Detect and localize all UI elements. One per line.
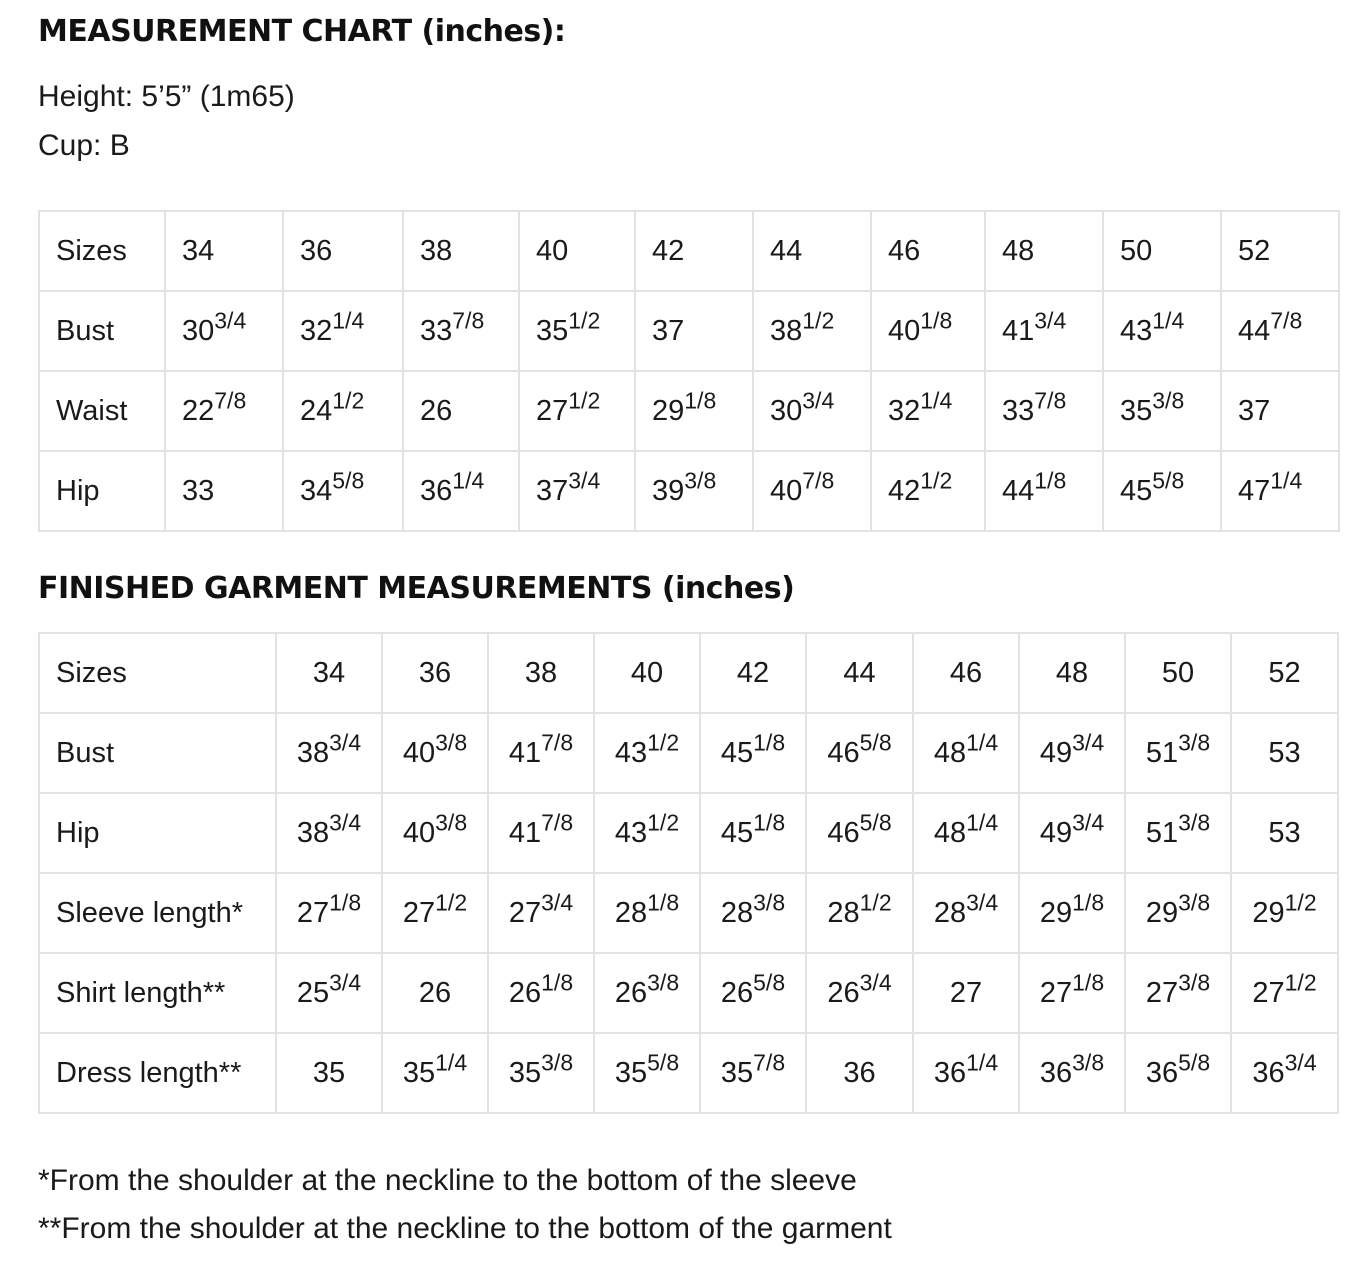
whole-number: 27 (508, 896, 542, 929)
measurement-cell (488, 1033, 594, 1113)
table-row-hip (39, 793, 1338, 873)
footnote-garment: **From the shoulder at the neckline to the bottom of the garment (38, 1212, 892, 1245)
measurement-cell (985, 371, 1103, 451)
whole-number: 51 (1145, 736, 1179, 769)
fraction: 7/8 (541, 809, 574, 835)
measurement-cell (382, 713, 488, 793)
measurement-cell (488, 873, 594, 953)
whole-number: 49 (1039, 816, 1073, 849)
fraction: 3/8 (1152, 387, 1185, 413)
fraction: 1/2 (332, 387, 365, 413)
measurement-cell (985, 451, 1103, 531)
sizes-header: Sizes (39, 633, 276, 713)
measurement-cell (806, 953, 913, 1033)
whole-number: 29 (1145, 896, 1179, 929)
whole-number: 41 (1002, 314, 1035, 347)
measurement-cell (283, 451, 403, 531)
measurement-cell (1221, 371, 1339, 451)
whole-number: 22 (182, 394, 215, 427)
whole-number: 41 (508, 736, 542, 769)
whole-number: 48 (933, 816, 967, 849)
measurement-cell (871, 291, 985, 371)
fraction: 5/8 (332, 467, 365, 493)
fraction: 3/4 (802, 387, 835, 413)
table-row-sleeve-length (39, 873, 1338, 953)
cup-info: Cup: B (38, 129, 130, 162)
measurement-cell (913, 793, 1019, 873)
size-header-cell: 50 (1125, 633, 1231, 713)
fraction: 7/8 (753, 1049, 786, 1075)
measurement-cell (283, 291, 403, 371)
measurement-cell (806, 873, 913, 953)
whole-number: 35 (720, 1056, 754, 1089)
whole-number: 40 (770, 474, 803, 507)
whole-number: 28 (933, 896, 967, 929)
whole-number: 36 (843, 1056, 876, 1089)
measurement-cell (806, 793, 913, 873)
fraction: 7/8 (1034, 387, 1067, 413)
whole-number: 47 (1238, 474, 1271, 507)
whole-number: 42 (888, 474, 921, 507)
whole-number: 32 (300, 314, 333, 347)
fraction: 7/8 (541, 729, 574, 755)
measurement-cell (1125, 793, 1231, 873)
measurement-cell (403, 371, 519, 451)
fraction: 1/4 (1270, 467, 1303, 493)
whole-number: 24 (300, 394, 333, 427)
whole-number: 44 (1238, 314, 1271, 347)
measurement-cell (382, 953, 488, 1033)
fraction: 3/8 (1072, 1049, 1105, 1075)
whole-number: 38 (770, 314, 803, 347)
table-row-hip (39, 451, 1339, 531)
fraction: 3/8 (435, 729, 468, 755)
measurement-cell (635, 371, 753, 451)
table-row-waist (39, 371, 1339, 451)
measurement-cell (276, 953, 382, 1033)
measurement-cell (382, 793, 488, 873)
measurement-cell (1221, 451, 1339, 531)
whole-number: 35 (508, 1056, 542, 1089)
measurement-cell (700, 793, 806, 873)
whole-number: 38 (296, 816, 330, 849)
measurement-cell (753, 291, 871, 371)
fraction: 1/2 (647, 809, 680, 835)
fraction: 3/4 (329, 809, 362, 835)
measurement-cell (700, 873, 806, 953)
measurement-cell (1103, 291, 1221, 371)
size-header-cell: 36 (283, 211, 403, 291)
measurement-cell (635, 451, 753, 531)
whole-number: 35 (402, 1056, 436, 1089)
measurement-cell (382, 873, 488, 953)
fraction: 3/4 (1284, 1049, 1317, 1075)
whole-number: 32 (888, 394, 921, 427)
measurement-cell (1231, 713, 1338, 793)
whole-number: 35 (614, 1056, 648, 1089)
measurement-cell (488, 793, 594, 873)
fraction: 3/4 (966, 889, 999, 915)
whole-number: 30 (770, 394, 803, 427)
measurement-cell (700, 953, 806, 1033)
size-header-cell: 42 (700, 633, 806, 713)
whole-number: 39 (652, 474, 685, 507)
measurement-cell (700, 1033, 806, 1113)
fraction: 3/8 (541, 1049, 574, 1075)
whole-number: 36 (1145, 1056, 1179, 1089)
whole-number: 26 (420, 394, 453, 427)
measurement-cell (1103, 371, 1221, 451)
fraction: 1/8 (1034, 467, 1067, 493)
fraction: 1/2 (920, 467, 953, 493)
measurement-cell (594, 1033, 700, 1113)
measurement-cell (594, 713, 700, 793)
table-row-bust (39, 291, 1339, 371)
measurement-cell (276, 713, 382, 793)
measurement-cell (1221, 291, 1339, 371)
fraction: 5/8 (1152, 467, 1185, 493)
fraction: 1/4 (435, 1049, 468, 1075)
fraction: 1/2 (568, 307, 601, 333)
footnote-sleeve: *From the shoulder at the neckline to the bottom of the sleeve (38, 1164, 857, 1197)
fraction: 7/8 (452, 307, 485, 333)
whole-number: 49 (1039, 736, 1073, 769)
measurement-cell (1019, 1033, 1125, 1113)
measurement-cell (594, 873, 700, 953)
measurement-cell (1125, 1033, 1231, 1113)
fraction: 1/2 (1284, 969, 1317, 995)
row-label: Dress length** (39, 1033, 276, 1113)
fraction: 1/2 (802, 307, 835, 333)
whole-number: 53 (1268, 736, 1301, 769)
size-header-cell: 38 (488, 633, 594, 713)
table-row-bust (39, 713, 1338, 793)
row-label: Bust (39, 291, 165, 371)
fraction: 3/4 (859, 969, 892, 995)
measurement-cell (1019, 953, 1125, 1033)
size-header-cell: 34 (276, 633, 382, 713)
whole-number: 45 (1120, 474, 1153, 507)
measurement-chart-table (38, 210, 1340, 532)
whole-number: 29 (1252, 896, 1285, 929)
measurement-cell (488, 713, 594, 793)
fraction: 3/8 (1178, 809, 1211, 835)
fraction: 7/8 (802, 467, 835, 493)
size-header-cell: 38 (403, 211, 519, 291)
finished-garment-title: FINISHED GARMENT MEASUREMENTS (inches) (38, 571, 795, 606)
whole-number: 27 (296, 896, 330, 929)
measurement-cell (1019, 713, 1125, 793)
measurement-cell (276, 1033, 382, 1113)
measurement-cell (806, 713, 913, 793)
size-header-cell: 44 (806, 633, 913, 713)
whole-number: 44 (1002, 474, 1035, 507)
whole-number: 28 (614, 896, 648, 929)
fraction: 3/4 (568, 467, 601, 493)
measurement-cell (1231, 953, 1338, 1033)
whole-number: 40 (402, 816, 436, 849)
measurement-cell (165, 451, 283, 531)
fraction: 3/4 (1034, 307, 1067, 333)
whole-number: 33 (420, 314, 453, 347)
measurement-cell (635, 291, 753, 371)
whole-number: 26 (614, 976, 648, 1009)
fraction: 5/8 (647, 1049, 680, 1075)
measurement-cell (276, 873, 382, 953)
measurement-cell (276, 793, 382, 873)
whole-number: 36 (420, 474, 453, 507)
table-row-shirt-length (39, 953, 1338, 1033)
measurement-cell (913, 953, 1019, 1033)
measurement-cell (1231, 873, 1338, 953)
measurement-cell (1019, 793, 1125, 873)
fraction: 3/8 (1178, 969, 1211, 995)
fraction: 1/4 (1152, 307, 1185, 333)
whole-number: 26 (827, 976, 860, 1009)
whole-number: 36 (1252, 1056, 1285, 1089)
row-label: Hip (39, 451, 165, 531)
whole-number: 33 (1002, 394, 1035, 427)
whole-number: 48 (933, 736, 967, 769)
whole-number: 41 (508, 816, 542, 849)
whole-number: 28 (720, 896, 754, 929)
measurement-cell (403, 451, 519, 531)
fraction: 1/2 (435, 889, 468, 915)
whole-number: 35 (536, 314, 569, 347)
measurement-cell (488, 953, 594, 1033)
size-header-cell: 44 (753, 211, 871, 291)
whole-number: 33 (182, 474, 215, 507)
measurement-cell (1125, 713, 1231, 793)
whole-number: 25 (296, 976, 330, 1009)
measurement-cell (165, 371, 283, 451)
whole-number: 40 (402, 736, 436, 769)
table-row-dress-length (39, 1033, 1338, 1113)
measurement-cell (403, 291, 519, 371)
fraction: 3/4 (541, 889, 574, 915)
whole-number: 46 (827, 736, 860, 769)
whole-number: 34 (300, 474, 333, 507)
fraction: 5/8 (1178, 1049, 1211, 1075)
measurement-cell (913, 873, 1019, 953)
measurement-cell (594, 793, 700, 873)
whole-number: 27 (536, 394, 569, 427)
measurement-cell (806, 1033, 913, 1113)
measurement-chart-title: MEASUREMENT CHART (inches): (38, 14, 566, 49)
fraction: 3/8 (435, 809, 468, 835)
fraction: 1/4 (920, 387, 953, 413)
whole-number: 27 (1252, 976, 1285, 1009)
whole-number: 37 (536, 474, 569, 507)
whole-number: 26 (508, 976, 542, 1009)
measurement-cell (382, 1033, 488, 1113)
measurement-cell (1231, 793, 1338, 873)
size-header-cell: 52 (1231, 633, 1338, 713)
whole-number: 26 (720, 976, 754, 1009)
whole-number: 37 (652, 314, 685, 347)
size-header-cell: 34 (165, 211, 283, 291)
fraction: 3/8 (1178, 889, 1211, 915)
fraction: 1/8 (920, 307, 953, 333)
fraction: 1/8 (753, 809, 786, 835)
measurement-cell (1019, 873, 1125, 953)
fraction: 3/8 (684, 467, 717, 493)
whole-number: 27 (1145, 976, 1179, 1009)
fraction: 1/4 (966, 809, 999, 835)
measurement-cell (165, 291, 283, 371)
measurement-cell (1231, 1033, 1338, 1113)
measurement-cell (594, 953, 700, 1033)
size-header-cell: 48 (1019, 633, 1125, 713)
fraction: 3/8 (647, 969, 680, 995)
fraction: 1/8 (647, 889, 680, 915)
whole-number: 29 (652, 394, 685, 427)
fraction: 7/8 (1270, 307, 1303, 333)
fraction: 1/8 (1072, 889, 1105, 915)
whole-number: 40 (888, 314, 921, 347)
whole-number: 27 (402, 896, 436, 929)
size-header-cell: 40 (594, 633, 700, 713)
fraction: 3/4 (1072, 729, 1105, 755)
header-row (39, 211, 1339, 291)
row-label: Bust (39, 713, 276, 793)
sizes-header: Sizes (39, 211, 165, 291)
whole-number: 51 (1145, 816, 1179, 849)
fraction: 1/2 (568, 387, 601, 413)
height-info: Height: 5’5” (1m65) (38, 80, 295, 113)
size-header-cell: 50 (1103, 211, 1221, 291)
whole-number: 29 (1039, 896, 1073, 929)
size-header-cell: 52 (1221, 211, 1339, 291)
measurement-cell (1125, 953, 1231, 1033)
fraction: 5/8 (859, 729, 892, 755)
whole-number: 26 (418, 976, 452, 1009)
whole-number: 27 (1039, 976, 1073, 1009)
measurement-cell (1125, 873, 1231, 953)
fraction: 1/2 (859, 889, 892, 915)
size-header-cell: 42 (635, 211, 753, 291)
fraction: 3/4 (214, 307, 247, 333)
size-header-cell: 36 (382, 633, 488, 713)
whole-number: 36 (1039, 1056, 1073, 1089)
row-label: Shirt length** (39, 953, 276, 1033)
whole-number: 45 (720, 816, 754, 849)
fraction: 1/8 (329, 889, 362, 915)
whole-number: 35 (1120, 394, 1153, 427)
finished-garment-table (38, 632, 1339, 1114)
whole-number: 35 (312, 1056, 346, 1089)
fraction: 1/4 (966, 1049, 999, 1075)
whole-number: 30 (182, 314, 215, 347)
row-label: Hip (39, 793, 276, 873)
fraction: 7/8 (214, 387, 247, 413)
measurement-cell (283, 371, 403, 451)
whole-number: 36 (933, 1056, 967, 1089)
fraction: 1/8 (1072, 969, 1105, 995)
measurement-cell (913, 1033, 1019, 1113)
measurement-cell (700, 713, 806, 793)
row-label: Sleeve length* (39, 873, 276, 953)
measurement-cell (519, 291, 635, 371)
whole-number: 43 (614, 736, 648, 769)
fraction: 1/4 (332, 307, 365, 333)
whole-number: 53 (1268, 816, 1301, 849)
measurement-cell (519, 371, 635, 451)
fraction: 1/2 (1284, 889, 1317, 915)
fraction: 1/4 (452, 467, 485, 493)
measurement-cell (1103, 451, 1221, 531)
fraction: 1/4 (966, 729, 999, 755)
fraction: 3/4 (329, 969, 362, 995)
fraction: 5/8 (859, 809, 892, 835)
fraction: 1/8 (684, 387, 717, 413)
fraction: 1/8 (753, 729, 786, 755)
whole-number: 38 (296, 736, 330, 769)
measurement-cell (871, 451, 985, 531)
whole-number: 28 (827, 896, 860, 929)
whole-number: 27 (949, 976, 983, 1009)
measurement-cell (519, 451, 635, 531)
fraction: 3/4 (1072, 809, 1105, 835)
fraction: 5/8 (753, 969, 786, 995)
measurement-cell (985, 291, 1103, 371)
size-header-cell: 40 (519, 211, 635, 291)
row-label: Waist (39, 371, 165, 451)
measurement-cell (871, 371, 985, 451)
measurement-cell (753, 451, 871, 531)
fraction: 3/8 (1178, 729, 1211, 755)
header-row (39, 633, 1338, 713)
whole-number: 43 (1120, 314, 1153, 347)
fraction: 3/4 (329, 729, 362, 755)
measurement-cell (753, 371, 871, 451)
size-header-cell: 46 (871, 211, 985, 291)
fraction: 3/8 (753, 889, 786, 915)
whole-number: 43 (614, 816, 648, 849)
fraction: 1/2 (647, 729, 680, 755)
whole-number: 46 (827, 816, 860, 849)
whole-number: 45 (720, 736, 754, 769)
size-header-cell: 48 (985, 211, 1103, 291)
fraction: 1/8 (541, 969, 574, 995)
whole-number: 37 (1238, 394, 1271, 427)
measurement-cell (913, 713, 1019, 793)
size-header-cell: 46 (913, 633, 1019, 713)
